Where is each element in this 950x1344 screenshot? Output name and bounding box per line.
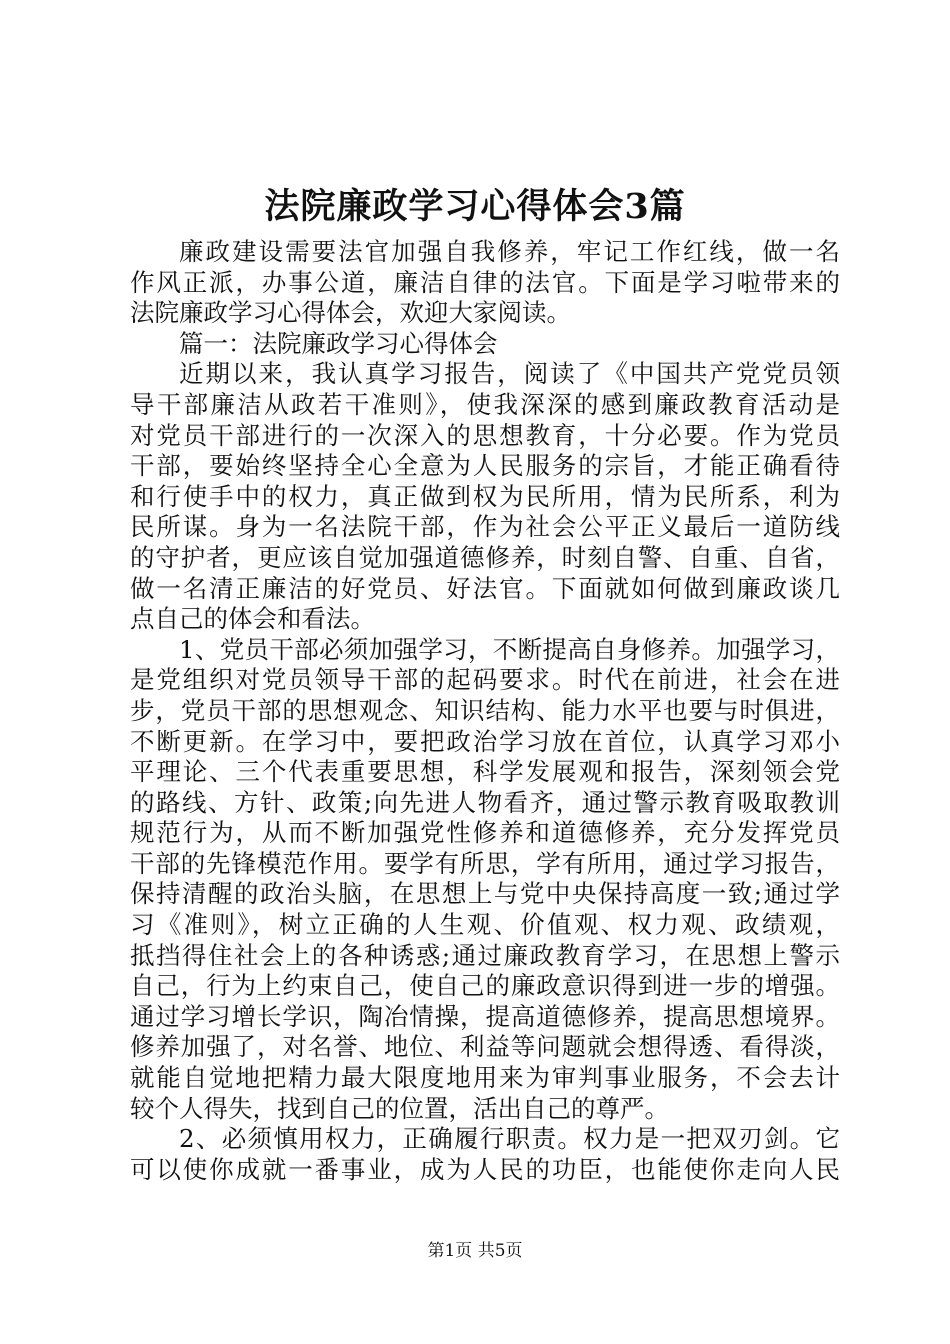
text-line: 廉政建设需要法官加强自我修养，牢记工作红线，做一名 xyxy=(179,237,840,266)
text-line: 导干部廉洁从政若干准则》，使我深深的感到廉政教育活动是 xyxy=(130,389,840,419)
text-line: 是党组织对党员领导干部的起码要求。时代在前进，社会在进 xyxy=(130,665,840,695)
text-line: 平理论、三个代表重要思想，科学发展观和报告，深刻领会党 xyxy=(130,757,840,787)
text-line: 自己，行为上约束自己，使自己的廉政意识得到进一步的增强。 xyxy=(130,971,840,1001)
text-line: 抵挡得住社会上的各种诱惑;通过廉政教育学习，在思想上警示 xyxy=(130,940,840,970)
text-line: 2、必须慎用权力，正确履行职责。权力是一把双刃剑。它 xyxy=(179,1124,840,1154)
text-line: 近期以来，我认真学习报告，阅读了《中国共产党党员领 xyxy=(179,359,840,389)
text-line: 的路线、方针、政策;向先进人物看齐，通过警示教育吸取教训 xyxy=(130,787,840,817)
text-line: 不断更新。在学习中，要把政治学习放在首位，认真学习邓小 xyxy=(130,726,840,756)
text-line: 法院廉政学习心得体会，欢迎大家阅读。 xyxy=(130,298,571,328)
text-line: 的守护者，更应该自觉加强道德修养，时刻自警、自重、自省， xyxy=(130,542,840,572)
text-line: 步，党员干部的思想观念、知识结构、能力水平也要与时俱进， xyxy=(130,695,840,725)
text-line: 规范行为，从而不断加强党性修养和道德修养，充分发挥党员 xyxy=(130,818,840,848)
text-line: 就能自觉地把精力最大限度地用来为审判事业服务，不会去计 xyxy=(130,1063,840,1093)
text-line: 点自己的体会和看法。 xyxy=(130,604,375,634)
text-line: 干部，要始终坚持全心全意为人民服务的宗旨，才能正确看待 xyxy=(130,451,840,481)
text-line: 干部的先锋模范作用。要学有所思，学有所用，通过学习报告， xyxy=(130,848,840,878)
text-line: 较个人得失，找到自己的位置，活出自己的尊严。 xyxy=(130,1093,669,1123)
text-line: 对党员干部进行的一次深入的思想教育，十分必要。作为党员 xyxy=(130,420,840,450)
text-line: 民所谋。身为一名法院干部，作为社会公平正义最后一道防线 xyxy=(130,512,840,542)
text-line: 保持清醒的政治头脑，在思想上与党中央保持高度一致;通过学 xyxy=(130,879,840,909)
text-line: 通过学习增长学识，陶冶情操，提高道德修养，提高思想境界。 xyxy=(130,1001,840,1031)
text-line: 习《准则》，树立正确的人生观、价值观、权力观、政绩观， xyxy=(130,910,840,940)
text-line: 可以使你成就一番事业，成为人民的功臣，也能使你走向人民 xyxy=(130,1154,840,1184)
page-footer: 第1页 共5页 xyxy=(427,1241,523,1261)
text-line: 做一名清正廉洁的好党员、好法官。下面就如何做到廉政谈几 xyxy=(130,573,840,603)
text-line: 篇一：法院廉政学习心得体会 xyxy=(179,328,498,358)
document-body xyxy=(130,237,840,1185)
text-line: 作风正派，办事公道，廉洁自律的法官。下面是学习啦带来的 xyxy=(130,267,840,297)
text-line: 修养加强了，对名誉、地位、利益等问题就会想得透、看得淡， xyxy=(130,1032,840,1062)
text-line: 1、党员干部必须加强学习，不断提高自身修养。加强学习， xyxy=(179,634,840,664)
document-title: 法院廉政学习心得体会3篇 xyxy=(264,186,686,227)
text-line: 和行使手中的权力，真正做到权为民所用，情为民所系，利为 xyxy=(130,481,840,511)
